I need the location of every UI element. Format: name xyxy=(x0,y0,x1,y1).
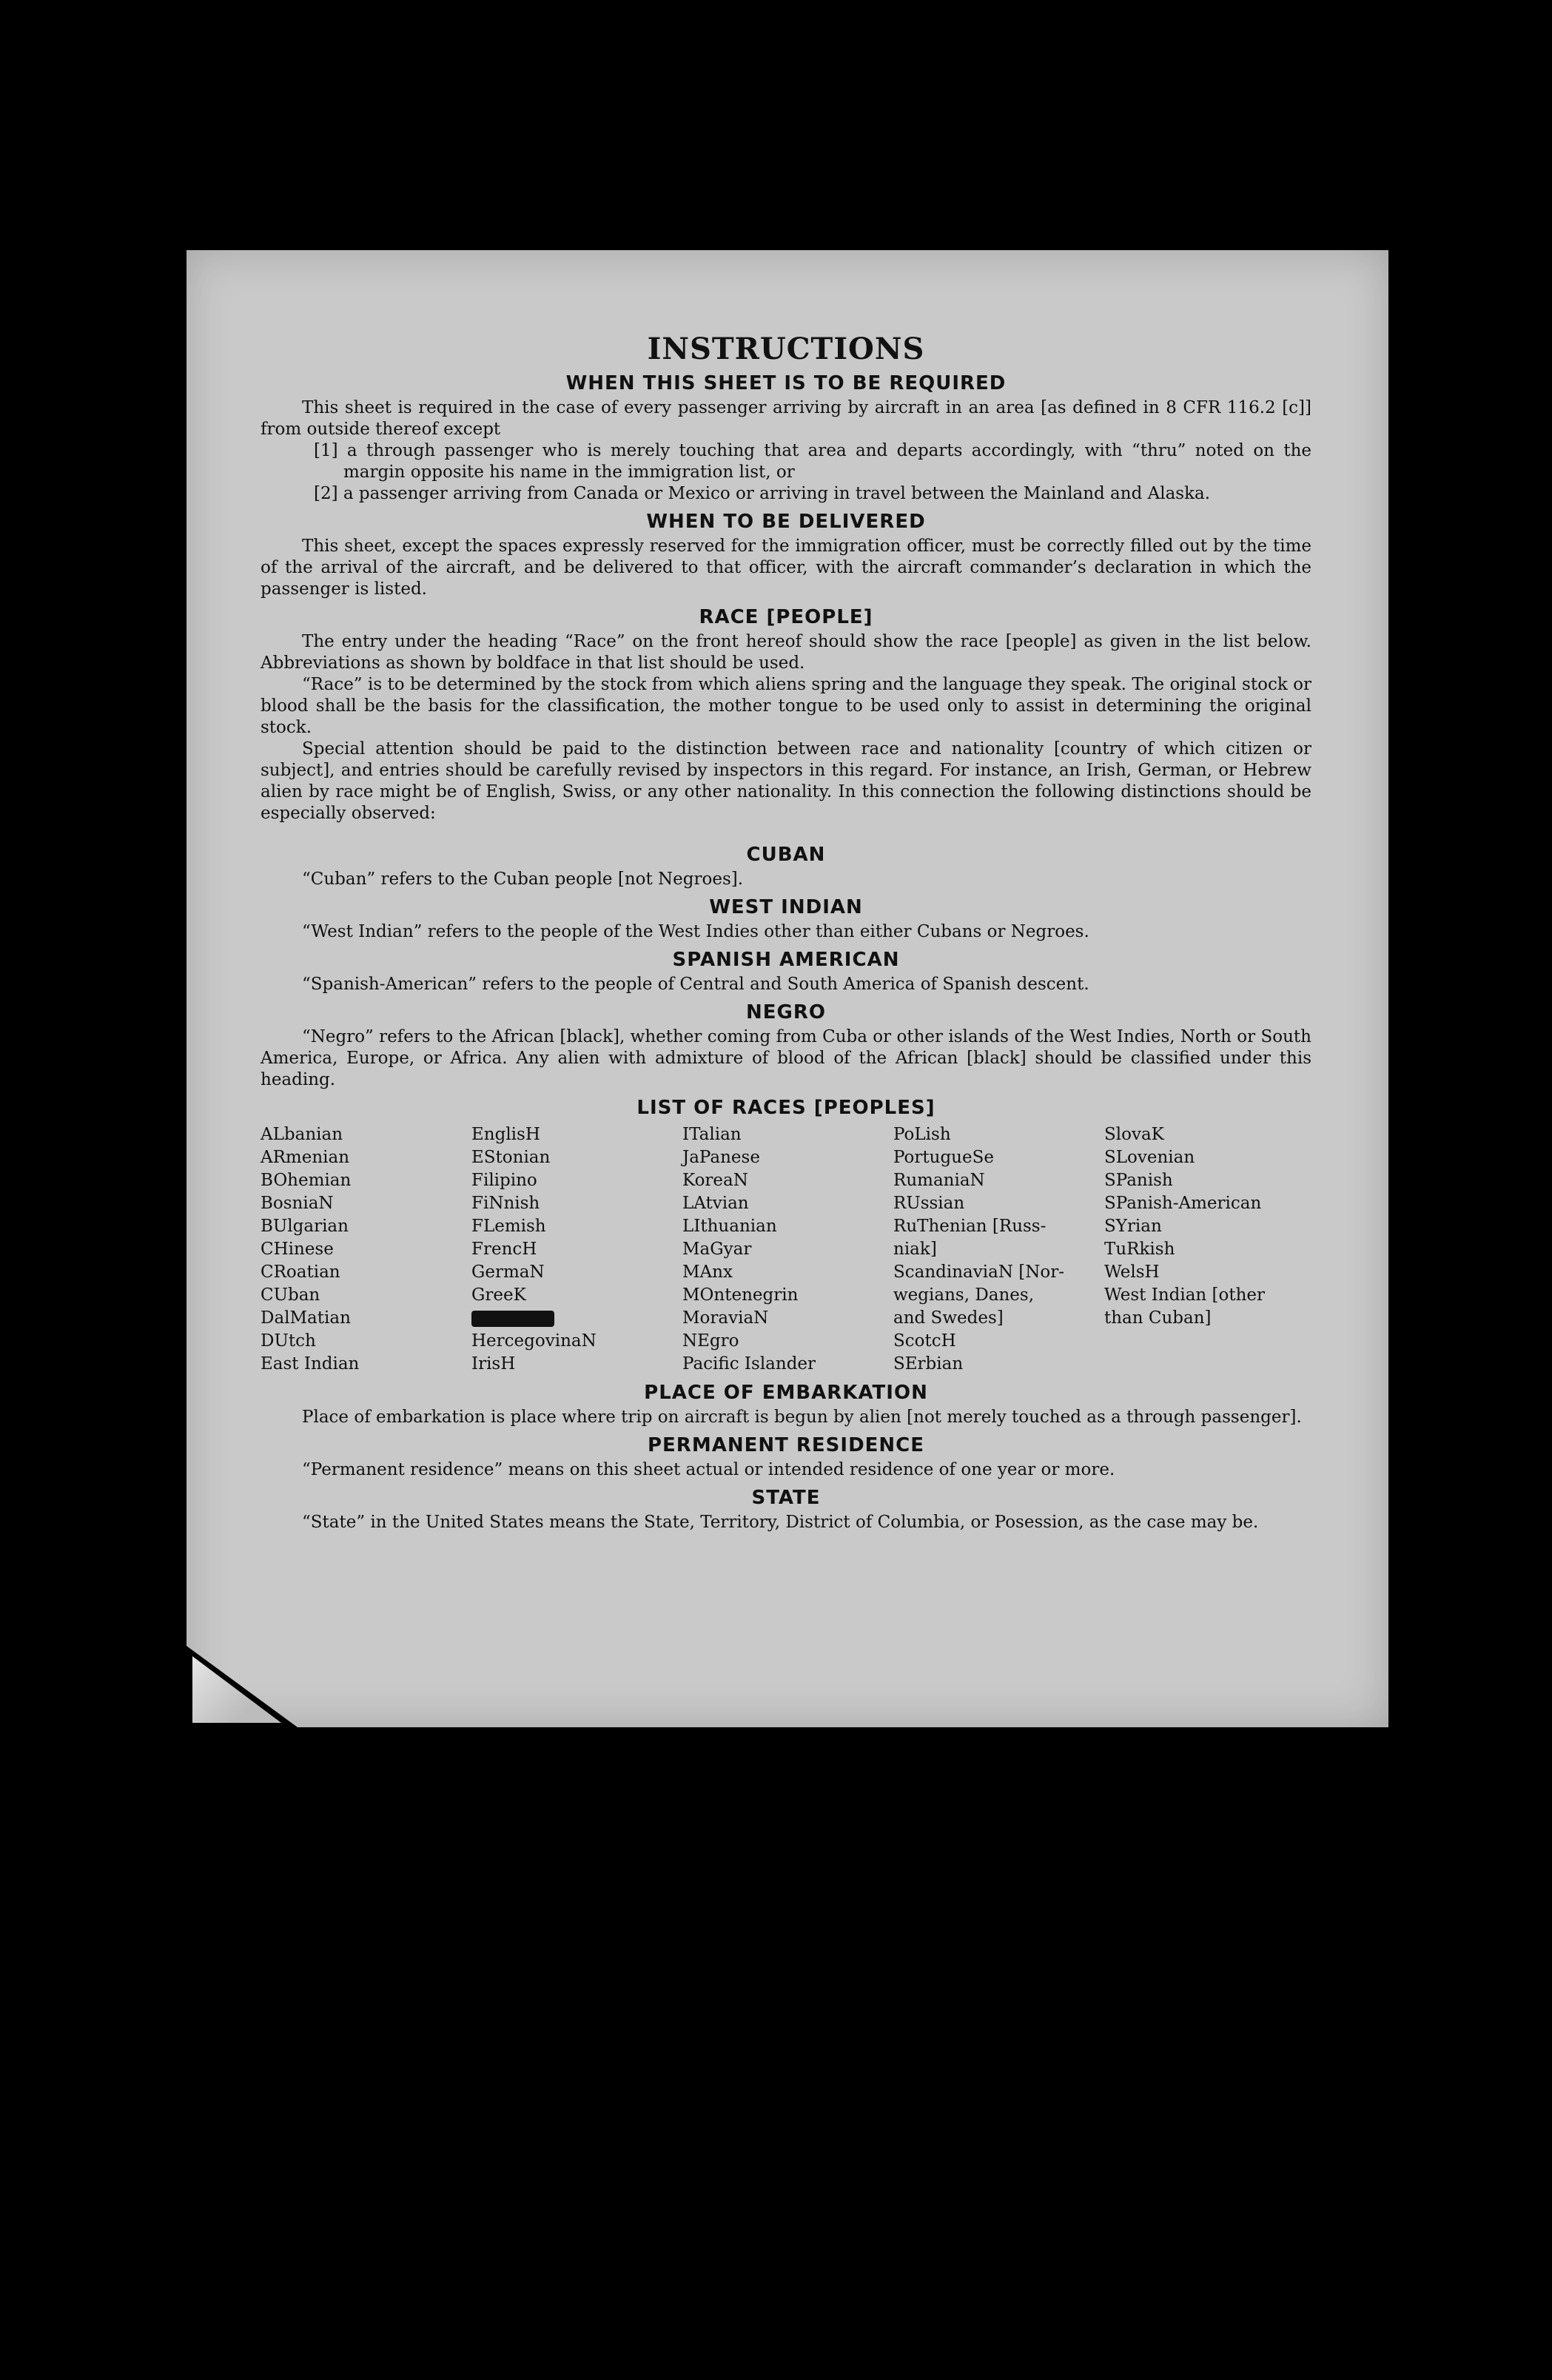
race-entry: SlovaK xyxy=(1104,1125,1164,1144)
race-entry: MaGyar xyxy=(682,1240,752,1259)
when-delivered-text: This sheet, except the spaces expressly reserved for the immigration officer, must be correctly filled out by the time of the arrival of the aircraft, and be delivered to that officer, with the aircraft commander’s declaration in which the passenger is listed. xyxy=(261,537,1311,599)
race-entry: East Indian xyxy=(261,1354,360,1374)
cuban-heading: CUBAN xyxy=(746,844,826,866)
race-entry: LAtvian xyxy=(682,1194,749,1213)
race-paragraph-1: The entry under the heading “Race” on the front hereof should show the race [people] as given in the list below. Abbreviations as shown by boldface in that list should be used. xyxy=(261,632,1311,673)
races-list xyxy=(261,1123,1311,1376)
race-entry: ScandinaviaN [Nor- wegians, Danes, and Swedes] xyxy=(893,1263,1064,1328)
race-entry: MoraviaN xyxy=(682,1308,769,1328)
redaction-mark xyxy=(471,1311,554,1327)
page-title: INSTRUCTIONS xyxy=(647,332,925,366)
embarkation-heading: PLACE OF EMBARKATION xyxy=(644,1382,928,1404)
race-entry: BosniaN xyxy=(261,1194,334,1213)
race-entry: IrisH xyxy=(471,1354,516,1374)
race-entry: FrencH xyxy=(471,1240,537,1259)
race-entry: RumaniaN xyxy=(893,1171,985,1190)
negro-heading: NEGRO xyxy=(746,1001,826,1023)
state-text: “State” in the United States means the State, Territory, District of Columbia, or Posession, as the case may be. xyxy=(302,1513,1259,1532)
race-entry: SPanish xyxy=(1104,1171,1173,1190)
race-entry: HercegovinaN xyxy=(471,1331,597,1351)
spanish-american-text: “Spanish-American” refers to the people of Central and South America of Spanish descent. xyxy=(302,975,1089,994)
races-column-2 xyxy=(471,1123,682,1376)
race-entry: SYrian xyxy=(1104,1217,1162,1236)
instructions-content xyxy=(261,332,1311,1533)
race-entry: FLemish xyxy=(471,1217,546,1236)
race-entry: SErbian xyxy=(893,1354,964,1374)
race-entry: DUtch xyxy=(261,1331,316,1351)
race-entry: RUssian xyxy=(893,1194,965,1213)
race-entry: GermaN xyxy=(471,1263,545,1282)
race-entry: PortugueSe xyxy=(893,1148,994,1167)
race-entry: WelsH xyxy=(1104,1263,1160,1282)
race-entry: KoreaN xyxy=(682,1171,748,1190)
embarkation-text: Place of embarkation is place where trip on aircraft is begun by alien [not merely touched as a through passenger]. xyxy=(302,1408,1302,1427)
when-required-item-2: [2] a passenger arriving from Canada or Mexico or arriving in travel between the Mainland and Alaska. xyxy=(314,484,1211,503)
race-entry: NEgro xyxy=(682,1331,739,1351)
west-indian-heading: WEST INDIAN xyxy=(709,896,863,918)
race-entry: EStonian xyxy=(471,1148,551,1167)
race-entry: DalMatian xyxy=(261,1308,351,1328)
race-entry: JaPanese xyxy=(682,1148,760,1167)
race-entry: CRoatian xyxy=(261,1263,340,1282)
race-entry: BOhemian xyxy=(261,1171,352,1190)
races-column-3 xyxy=(682,1123,893,1376)
negro-text: “Negro” refers to the African [black], whether coming from Cuba or other islands of the West Indies, North or South America, Europe, or Africa. Any alien with admixture of blood of the African [black] should be classified under this heading. xyxy=(261,1027,1311,1089)
residence-text: “Permanent residence” means on this sheet actual or intended residence of one year or more. xyxy=(302,1460,1115,1479)
race-entry: CUban xyxy=(261,1285,320,1305)
spanish-american-heading: SPANISH AMERICAN xyxy=(672,949,900,971)
race-entry: ALbanian xyxy=(261,1125,343,1144)
race-entry: ScotcH xyxy=(893,1331,956,1351)
when-required-heading: WHEN THIS SHEET IS TO BE REQUIRED xyxy=(565,372,1007,394)
cuban-text: “Cuban” refers to the Cuban people [not Negroes]. xyxy=(302,870,744,889)
race-entry: SLovenian xyxy=(1104,1148,1195,1167)
race-paragraph-3: Special attention should be paid to the distinction between race and nationality [country of which citizen or subject], and entries should be carefully revised by inspectors in this regard. For instance, an Irish, German, or Hebrew alien by race might be of English, Swiss, or any other nationality. In this connection the following distinctions should be especially observed: xyxy=(261,739,1311,823)
west-indian-text: “West Indian” refers to the people of the West Indies other than either Cubans or Negroes. xyxy=(302,922,1089,941)
race-entry: TuRkish xyxy=(1104,1240,1175,1259)
race-paragraph-2: “Race” is to be determined by the stock from which aliens spring and the language they speak. The original stock or blood shall be the basis for the classification, the mother tongue to be used only to assist in determining the original stock. xyxy=(261,675,1311,737)
race-entry: LIthuanian xyxy=(682,1217,777,1236)
when-required-item-1: [1] a through passenger who is merely touching that area and departs accordingly, with “thru” noted on the margin opposite his name in the immigration list, or xyxy=(314,441,1311,482)
when-required-intro: This sheet is required in the case of every passenger arriving by aircraft in an area [as defined in 8 CFR 116.2 [c]] from outside thereof except xyxy=(261,398,1311,439)
races-column-5 xyxy=(1104,1123,1311,1376)
races-column-1 xyxy=(261,1123,471,1376)
race-entry: PoLish xyxy=(893,1125,951,1144)
race-heading: RACE [PEOPLE] xyxy=(699,606,873,628)
races-column-4 xyxy=(893,1123,1104,1376)
race-entry: RuThenian [Russ- niak] xyxy=(893,1217,1047,1259)
list-of-races-heading: LIST OF RACES [PEOPLES] xyxy=(636,1097,935,1119)
race-entry: MOntenegrin xyxy=(682,1285,799,1305)
race-entry: GreeK xyxy=(471,1285,526,1305)
race-entry: MAnx xyxy=(682,1263,733,1282)
race-entry: CHinese xyxy=(261,1240,334,1259)
race-entry: West Indian [other than Cuban] xyxy=(1104,1285,1266,1328)
race-entry: EnglisH xyxy=(471,1125,540,1144)
race-entry: Filipino xyxy=(471,1171,537,1190)
race-entry: ITalian xyxy=(682,1125,742,1144)
residence-heading: PERMANENT RESIDENCE xyxy=(647,1434,925,1456)
race-entry: Pacific Islander xyxy=(682,1354,816,1374)
race-entry: FiNnish xyxy=(471,1194,540,1213)
race-entry xyxy=(471,1307,682,1330)
race-entry: BUlgarian xyxy=(261,1217,349,1236)
race-entry: SPanish-American xyxy=(1104,1194,1262,1213)
state-heading: STATE xyxy=(751,1487,821,1509)
when-delivered-heading: WHEN TO BE DELIVERED xyxy=(646,511,926,533)
race-entry: ARmenian xyxy=(261,1148,350,1167)
document-sheet xyxy=(187,250,1388,1727)
